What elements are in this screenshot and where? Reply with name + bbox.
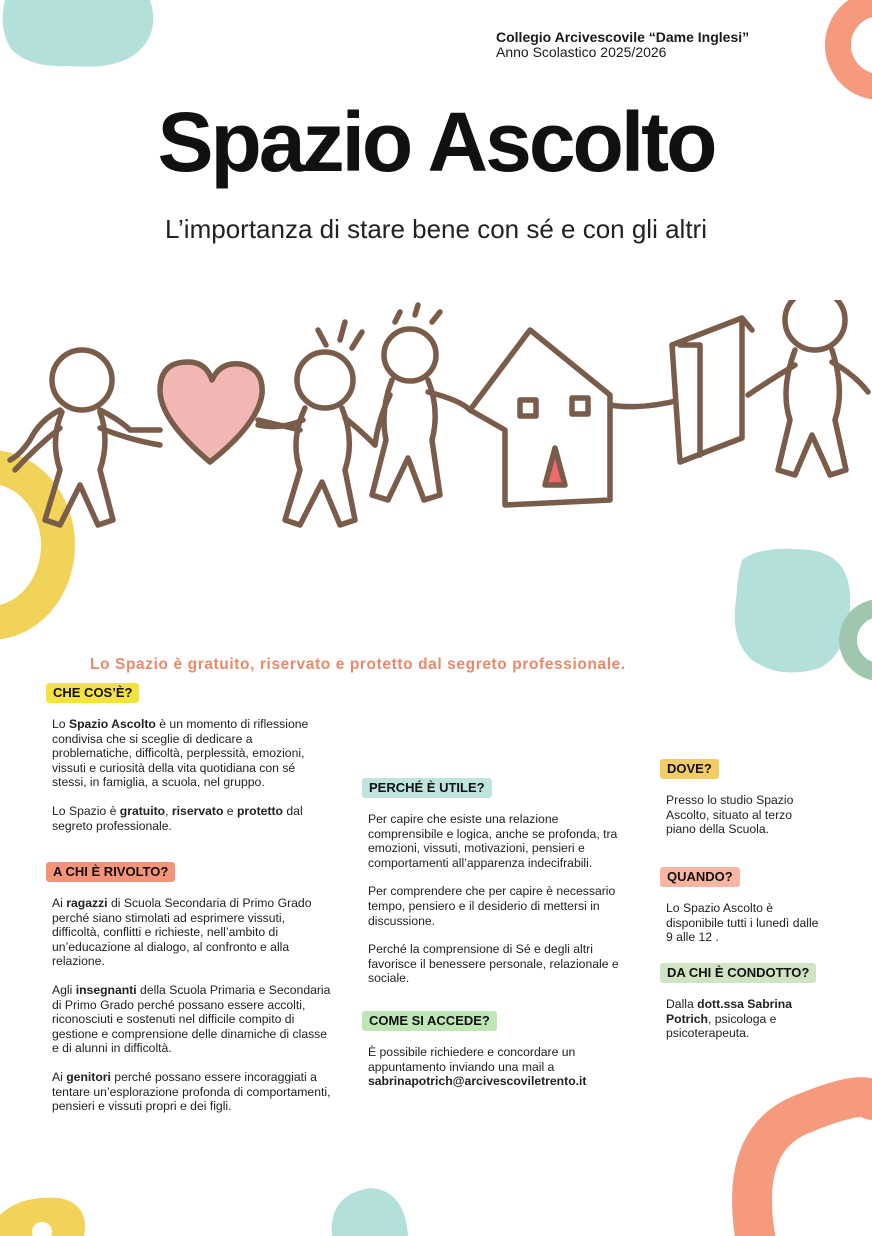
che-cose-text-1c: è un momento di riflessione condivisa che si sceglie di dedicare a problematiche, difficoltà, perplessità, emozioni, vissuti e curiosità della vita quotidiana con sé stessi, in famiglia, a scuola, nel gruppo.: [52, 717, 309, 790]
label-perche: PERCHÉ È UTILE?: [362, 778, 492, 798]
che-cose-text-2c: ,: [165, 803, 172, 818]
confidentiality-notice: Lo Spazio è gratuito, riservato e protetto dal segreto professionale.: [90, 656, 626, 673]
a-chi-text-2a: Agli: [52, 982, 76, 997]
heart-shape: [160, 362, 262, 462]
da-chi-text-b: dott.ssa Sabrina Potrich: [666, 997, 792, 1026]
a-chi-text-3a: Ai: [52, 1069, 67, 1084]
orange-ring-top-right: [838, 3, 872, 87]
da-chi-text-a: Dalla: [666, 997, 698, 1011]
che-cose-paragraph-1: [46, 717, 331, 790]
che-cose-text-2d: riservato: [171, 803, 224, 818]
section-dove: [660, 759, 820, 851]
che-cose-text-2a: Lo Spazio è: [52, 803, 120, 818]
che-cose-text-1b: Spazio Ascolto: [68, 717, 156, 731]
che-cose-text-1a: Lo: [52, 717, 69, 731]
che-cose-text-2f: protetto: [236, 803, 283, 818]
label-dove: DOVE?: [660, 759, 719, 779]
section-perche: [362, 778, 624, 1000]
label-da-chi: DA CHI È CONDOTTO?: [660, 963, 816, 983]
che-cose-text-2e: e: [223, 803, 237, 818]
dove-paragraph: Presso lo studio Spazio Ascolto, situato al terzo piano della Scuola.: [666, 793, 794, 837]
che-cose-text-2b: gratuito: [119, 803, 166, 818]
teal-blob-right: [735, 549, 850, 673]
a-chi-text-1a: Ai: [52, 896, 67, 910]
section-che-cose: [46, 683, 331, 847]
page-subtitle: L’importanza di stare bene con sé e con gli altri: [165, 214, 707, 244]
people-chain-illustration: [0, 300, 872, 560]
label-come: COME SI ACCEDE?: [362, 1011, 497, 1031]
teal-blob-bottom: [332, 1188, 408, 1236]
quando-paragraph: Lo Spazio Ascolto è disponibile tutti i lunedì dalle 9 alle 12 .: [666, 901, 819, 945]
a-chi-text-2c: della Scuola Primaria e Secondaria di Primo Grado perché possano essere accolti, riconosciuti e sostenuti nel difficile compito di gestione e comprensione delle dinamiche di classe e di alunni in difficoltà.: [52, 982, 331, 1056]
a-chi-text-3b: genitori: [66, 1069, 111, 1084]
school-name: Collegio Arcivescovile “Dame Inglesi”: [496, 29, 750, 45]
a-chi-paragraph-1: [46, 896, 336, 969]
a-chi-text-2b: insegnanti: [75, 982, 137, 997]
a-chi-text-3c: perché possano essere incoraggiati a tentare un’esplorazione profonda di comportamenti, pensieri e vissuti propri e dei figli.: [52, 1069, 331, 1114]
perche-paragraph-3: Perché la comprensione di Sé e degli altri favorisce il benessere personale, relazionale e sociale.: [368, 942, 619, 986]
person-figure-1: [10, 350, 160, 525]
person-figure-3: [372, 305, 470, 500]
section-quando: [660, 867, 820, 959]
da-chi-text-c: , psicologa e psicoterapeuta.: [666, 1011, 777, 1041]
a-chi-paragraph-3: [46, 1070, 336, 1114]
orange-arc-bottom-right: [752, 1097, 872, 1236]
che-cose-text-2g: dal segreto professionale.: [52, 803, 303, 833]
a-chi-text-1b: ragazzi: [66, 896, 108, 910]
label-quando: QUANDO?: [660, 867, 740, 887]
section-a-chi: [46, 862, 336, 1128]
teal-blob-top-left: [3, 0, 154, 67]
door-shape: [672, 318, 752, 462]
come-text: È possibile richiedere e concordare un appuntamento inviando una mail a: [368, 1045, 576, 1074]
school-header: [496, 30, 749, 60]
person-figure-4: [748, 300, 868, 475]
che-cose-paragraph-2: [46, 804, 331, 833]
contact-email[interactable]: sabrinapotrich@arcivescoviletrento.it: [368, 1074, 587, 1089]
label-che-cose: CHE COS’È?: [46, 683, 139, 703]
school-year: Anno Scolastico 2025/2026: [496, 44, 667, 60]
perche-paragraph-2: Per comprendere che per capire è necessario tempo, pensiero e il desiderio di mettersi in discussione.: [368, 884, 616, 928]
come-paragraph-1: [362, 1045, 624, 1089]
perche-paragraph-1: Per capire che esiste una relazione comprensibile e logica, anche se profonda, tra emozioni, vissuti, motivazioni, pensieri e comportamenti all’apparenza indecifrabili.: [368, 812, 618, 870]
section-da-chi: [660, 963, 830, 1055]
house-shape: [470, 330, 680, 505]
label-a-chi: A CHI È RIVOLTO?: [46, 862, 175, 882]
da-chi-paragraph: [660, 997, 830, 1041]
a-chi-paragraph-2: [46, 983, 336, 1056]
a-chi-text-1c: di Scuola Secondaria di Primo Grado perché siano stimolati ad esprimere vissuti, difficoltà, conflitti e richieste, nell’ambito di un’educazione al dialogo, al confronto e alla relazione.: [52, 896, 312, 969]
section-come: [362, 1011, 624, 1103]
sage-ring-right: [848, 608, 872, 672]
page-title: Spazio Ascolto: [157, 95, 715, 189]
